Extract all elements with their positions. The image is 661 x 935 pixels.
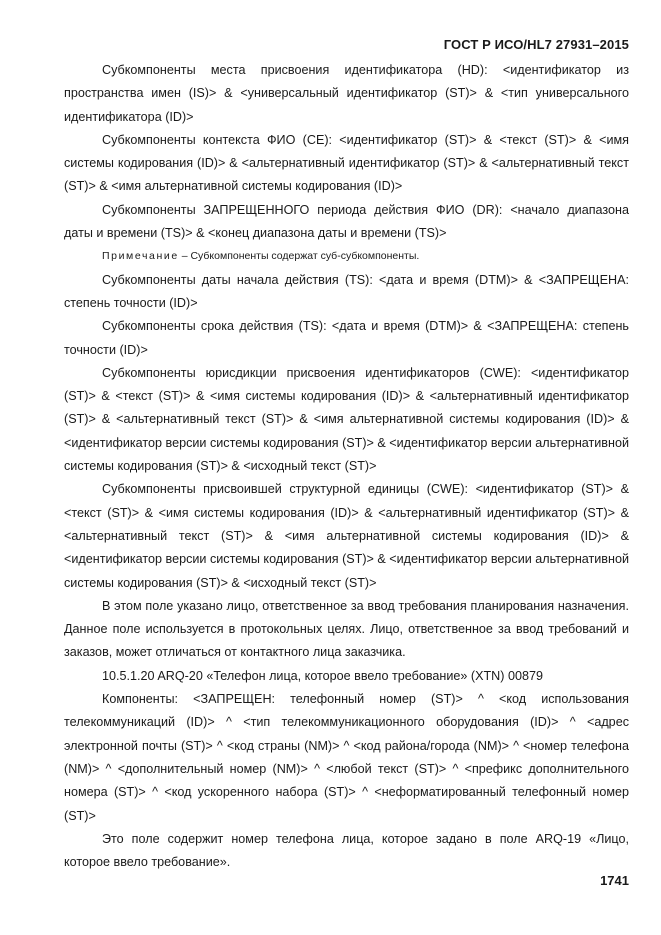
standard-code-header: ГОСТ Р ИСО/HL7 27931–2015 [443, 37, 629, 52]
section-heading-arq-20: 10.5.1.20 ARQ-20 «Телефон лица, которое ввело требование» (XTN) 00879 [102, 668, 543, 683]
paragraph-ts-expiry-subcomponents: Субкомпоненты срока действия (TS): <дата и время (DTM)> & <ЗАПРЕЩЕНА: степень точности (ID)> [64, 319, 629, 357]
paragraph-ce-subcomponents: Субкомпоненты контекста ФИО (CE): <идентификатор (ST)> & <текст (ST)> & <имя системы кодирования (ID)> & <альтернативный идентификатор (ST)> & <альтернативный текст (ST)> & <имя альтернативной системы кодирования (ID)> [64, 132, 629, 194]
page-number: 1741 [600, 873, 629, 888]
paragraph-cwe-jurisdiction-subcomponents: Субкомпоненты юрисдикции присвоения идентификаторов (CWE): <идентификатор (ST)> & <текст (ST)> & <имя системы кодирования (ID)> & <альтернативный идентификатор (ST)> & <альтернативный текст (ST)> & <имя альтернативной системы кодирования (ID)> & <идентификатор версии системы кодирования (ST)> & <идентификатор версии альтернативной системы кодирования (ST)> & <исходный текст (ST)> [64, 365, 629, 474]
paragraph-cwe-department-subcomponents: Субкомпоненты присвоившей структурной единицы (CWE): <идентификатор (ST)> & <текст (ST)> & <имя системы кодирования (ID)> & <альтернативный идентификатор (ST)> & <альтернативный текст (ST)> & <имя альтернативной системы кодирования (ID)> & <идентификатор версии системы кодирования (ST)> & <идентификатор версии альтернативной системы кодирования (ST)> & <исходный текст (ST)> [64, 482, 629, 590]
document-body [64, 59, 629, 874]
note-label: Примечание [102, 250, 179, 263]
paragraph-arq-20-description: Это поле содержит номер телефона лица, которое задано в поле ARQ-19 «Лицо, которое ввело требование». [64, 831, 629, 870]
paragraph-field-description: В этом поле указано лицо, ответственное за ввод требования планирования назначения. Данное поле используется в протокольных целях. Лицо, ответственное за ввод требований и заказов, может отличаться от контактного лица заказчика. [64, 598, 629, 660]
paragraph-hd-subcomponents: Субкомпоненты места присвоения идентификатора (HD): <идентификатор из пространства имен (IS)> & <универсальный идентификатор (ST)> & <тип универсального идентификатора (ID)> [64, 63, 629, 124]
paragraph-ts-start-subcomponents: Субкомпоненты даты начала действия (TS): <дата и время (DTM)> & <ЗАПРЕЩЕНА: степень точности (ID)> [64, 272, 629, 310]
paragraph-dr-subcomponents: Субкомпоненты ЗАПРЕЩЕННОГО периода действия ФИО (DR): <начало диапазона даты и времени (TS)> & <конец диапазона даты и времени (TS)> [64, 202, 629, 241]
note-text: – Субкомпоненты содержат суб-субкомпоненты. [178, 250, 420, 263]
paragraph-xtn-components: Компоненты: <ЗАПРЕЩЕН: телефонный номер (ST)> ^ <код использования телекоммуникаций (ID)> ^ <тип телекоммуникационного оборудования (ID)> ^ <адрес электронной почты (ST)> ^ <код страны (NM)> ^ <код района/города (NM)> ^ <номер телефона (NM)> ^ <дополнительный номер (NM)> ^ <любой текст (ST)> ^ <префикс дополнительного номера (ST)> ^ <код ускоренного набора (ST)> ^ <неформатированный телефонный номер (ST)> [64, 692, 629, 823]
note-paragraph [64, 245, 629, 268]
